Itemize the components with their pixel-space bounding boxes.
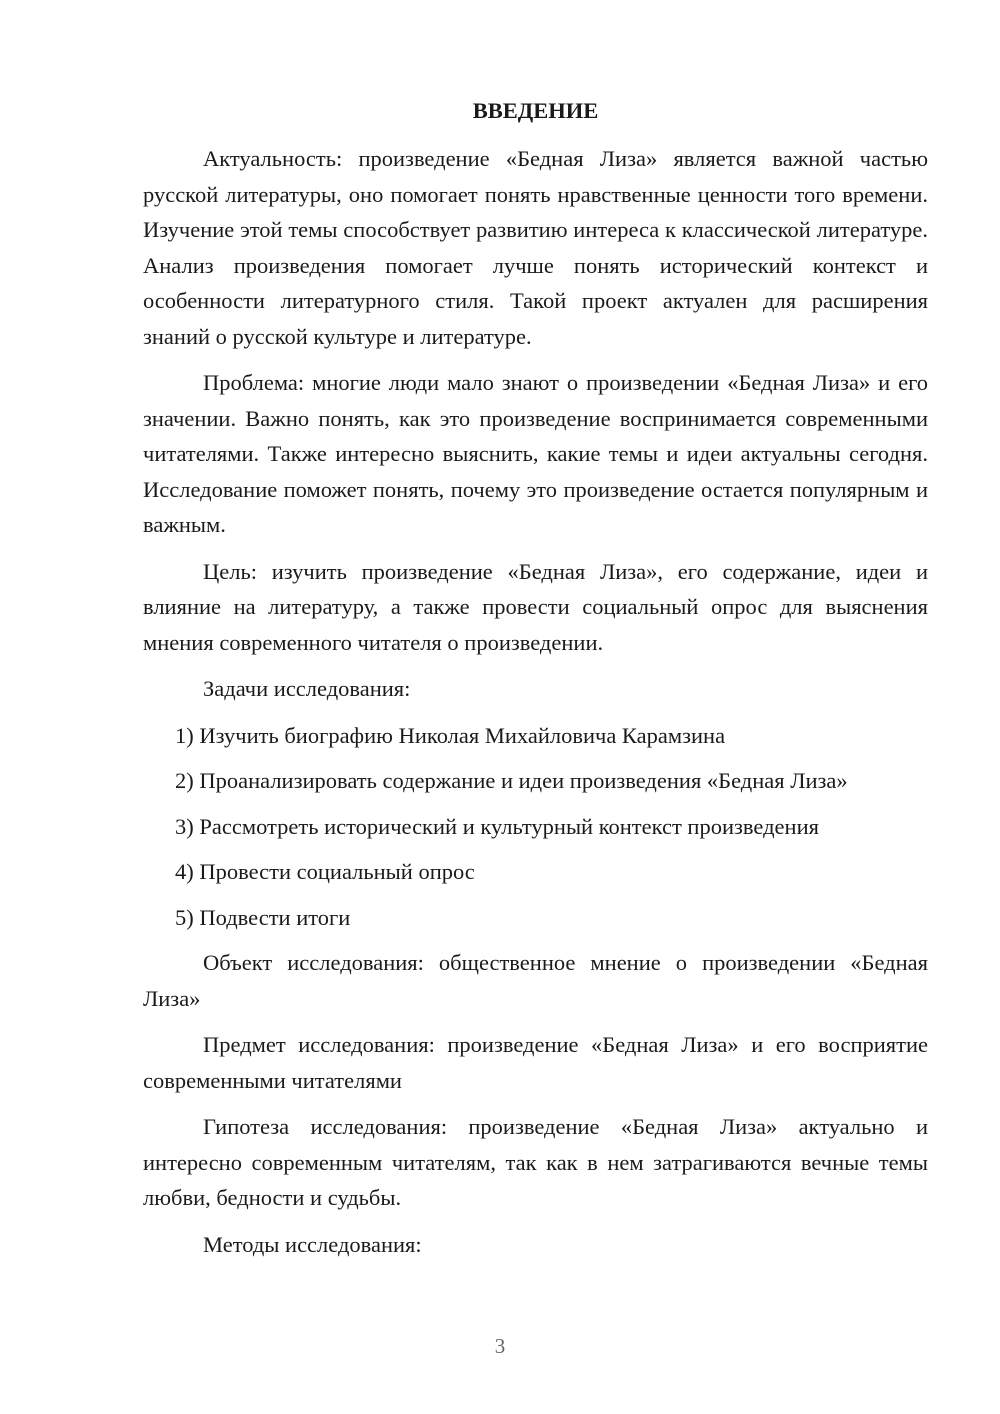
relevance-paragraph: Актуальность: произведение «Бедная Лиза» является важной частью русской литературы, оно помогает понять нравственные ценности того времени. Изучение этой темы способствует развитию интереса к классической литературе. Анализ произведения помогает лучше понять исторический контекст и особенности литературного стиля. Такой проект актуален для расширения знаний о русской культуре и литературе.	[143, 146, 928, 349]
page-number: 3	[494, 1334, 506, 1358]
object-paragraph: Объект исследования: общественное мнение о произведении «Бедная Лиза»	[143, 950, 928, 1011]
page-content	[143, 93, 928, 1273]
task-item: 1) Изучить биографию Николая Михайловича Карамзина	[175, 722, 726, 748]
tasks-title: Задачи исследования:	[203, 676, 411, 701]
task-item: 5) Подвести итоги	[175, 904, 351, 930]
task-item: 3) Рассмотреть исторический и культурный контекст произведения	[175, 813, 819, 839]
section-heading: ВВЕДЕНИЕ	[472, 98, 599, 123]
problem-paragraph: Проблема: многие люди мало знают о произведении «Бедная Лиза» и его значении. Важно понять, как это произведение воспринимается современными читателями. Также интересно выяснить, какие темы и идеи актуальны сегодня. Исследование поможет понять, почему это произведение остается популярным и важным.	[143, 370, 928, 537]
methods-title: Методы исследования:	[203, 1231, 422, 1257]
task-item: 2) Проанализировать содержание и идеи произведения «Бедная Лиза»	[175, 768, 848, 793]
hypothesis-paragraph: Гипотеза исследования: произведение «Бедная Лиза» актуально и интересно современным читателям, так как в нем затрагиваются вечные темы любви, бедности и судьбы.	[143, 1114, 928, 1210]
task-item: 4) Провести социальный опрос	[175, 859, 475, 884]
goal-paragraph: Цель: изучить произведение «Бедная Лиза», его содержание, идеи и влияние на литературу, а также провести социальный опрос для выяснения мнения современного читателя о произведении.	[143, 558, 928, 655]
subject-paragraph: Предмет исследования: произведение «Бедная Лиза» и его восприятие современными читателями	[143, 1032, 928, 1093]
